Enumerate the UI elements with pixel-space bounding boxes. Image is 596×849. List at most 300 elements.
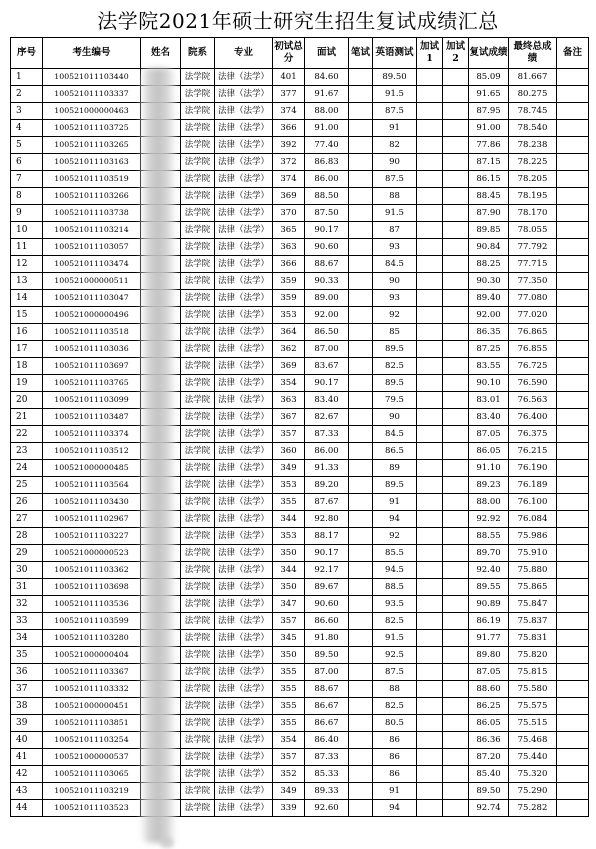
cell-retest-score: 87.20 xyxy=(469,749,509,766)
cell-interview: 86.00 xyxy=(305,171,349,188)
cell-prelim-total: 355 xyxy=(273,698,305,715)
cell-written xyxy=(349,732,373,749)
cell-major: 法律（法学） xyxy=(215,460,273,477)
cell-written xyxy=(349,443,373,460)
table-row xyxy=(11,715,589,732)
cell-final-score: 75.986 xyxy=(509,528,557,545)
cell-final-score: 77.715 xyxy=(509,256,557,273)
cell-department: 法学院 xyxy=(181,86,215,103)
cell-prelim-total: 353 xyxy=(273,477,305,494)
cell-department: 法学院 xyxy=(181,511,215,528)
table-row xyxy=(11,205,589,222)
cell-seq: 17 xyxy=(11,341,43,358)
cell-major: 法律（法学） xyxy=(215,409,273,426)
cell-prelim-total: 344 xyxy=(273,511,305,528)
cell-interview: 89.00 xyxy=(305,290,349,307)
cell-final-score: 80.275 xyxy=(509,86,557,103)
cell-extra-test-1 xyxy=(417,341,443,358)
cell-final-score: 75.910 xyxy=(509,545,557,562)
cell-seq: 12 xyxy=(11,256,43,273)
cell-retest-score: 77.86 xyxy=(469,137,509,154)
cell-prelim-total: 353 xyxy=(273,528,305,545)
cell-final-score: 75.847 xyxy=(509,596,557,613)
cell-extra-test-1 xyxy=(417,392,443,409)
cell-extra-test-2 xyxy=(443,171,469,188)
cell-extra-test-1 xyxy=(417,120,443,137)
cell-written xyxy=(349,426,373,443)
cell-major: 法律（法学） xyxy=(215,749,273,766)
table-row xyxy=(11,511,589,528)
cell-interview: 83.40 xyxy=(305,392,349,409)
cell-prelim-total: 365 xyxy=(273,222,305,239)
cell-candidate-id: 100521011103765 xyxy=(43,375,141,392)
cell-extra-test-2 xyxy=(443,460,469,477)
table-row xyxy=(11,494,589,511)
cell-remarks xyxy=(557,222,589,239)
cell-seq: 19 xyxy=(11,375,43,392)
cell-final-score: 75.290 xyxy=(509,783,557,800)
cell-candidate-id: 100521011103214 xyxy=(43,222,141,239)
cell-extra-test-2 xyxy=(443,205,469,222)
cell-seq: 34 xyxy=(11,630,43,647)
score-table xyxy=(10,37,589,817)
cell-prelim-total: 345 xyxy=(273,630,305,647)
cell-retest-score: 90.89 xyxy=(469,596,509,613)
cell-major: 法律（法学） xyxy=(215,290,273,307)
cell-final-score: 75.831 xyxy=(509,630,557,647)
cell-prelim-total: 372 xyxy=(273,154,305,171)
cell-seq: 42 xyxy=(11,766,43,783)
cell-retest-score: 86.36 xyxy=(469,732,509,749)
table-row xyxy=(11,800,589,817)
cell-english-test: 87.5 xyxy=(373,103,417,120)
cell-english-test: 87.5 xyxy=(373,664,417,681)
cell-final-score: 76.590 xyxy=(509,375,557,392)
cell-extra-test-2 xyxy=(443,239,469,256)
cell-seq: 13 xyxy=(11,273,43,290)
cell-english-test: 92 xyxy=(373,528,417,545)
cell-final-score: 77.080 xyxy=(509,290,557,307)
cell-written xyxy=(349,103,373,120)
cell-remarks xyxy=(557,426,589,443)
cell-extra-test-1 xyxy=(417,137,443,154)
cell-interview: 89.67 xyxy=(305,579,349,596)
cell-department: 法学院 xyxy=(181,664,215,681)
cell-remarks xyxy=(557,443,589,460)
cell-extra-test-2 xyxy=(443,273,469,290)
cell-interview: 87.50 xyxy=(305,205,349,222)
cell-department: 法学院 xyxy=(181,613,215,630)
cell-remarks xyxy=(557,154,589,171)
cell-interview: 86.83 xyxy=(305,154,349,171)
cell-english-test: 90 xyxy=(373,273,417,290)
cell-major: 法律（法学） xyxy=(215,69,273,86)
cell-prelim-total: 354 xyxy=(273,732,305,749)
cell-seq: 30 xyxy=(11,562,43,579)
cell-department: 法学院 xyxy=(181,698,215,715)
table-row xyxy=(11,273,589,290)
cell-retest-score: 90.10 xyxy=(469,375,509,392)
cell-prelim-total: 359 xyxy=(273,273,305,290)
cell-final-score: 78.170 xyxy=(509,205,557,222)
table-row xyxy=(11,766,589,783)
cell-candidate-id: 100521011103851 xyxy=(43,715,141,732)
cell-interview: 92.80 xyxy=(305,511,349,528)
cell-major: 法律（法学） xyxy=(215,120,273,137)
cell-extra-test-1 xyxy=(417,545,443,562)
cell-extra-test-2 xyxy=(443,256,469,273)
cell-candidate-id: 100521011103099 xyxy=(43,392,141,409)
cell-extra-test-2 xyxy=(443,545,469,562)
cell-major: 法律（法学） xyxy=(215,579,273,596)
cell-candidate-id: 100521011103738 xyxy=(43,205,141,222)
cell-final-score: 76.725 xyxy=(509,358,557,375)
cell-remarks xyxy=(557,766,589,783)
cell-interview: 92.00 xyxy=(305,307,349,324)
cell-prelim-total: 355 xyxy=(273,664,305,681)
cell-department: 法学院 xyxy=(181,579,215,596)
cell-extra-test-1 xyxy=(417,358,443,375)
cell-written xyxy=(349,256,373,273)
cell-prelim-total: 355 xyxy=(273,681,305,698)
cell-major: 法律（法学） xyxy=(215,613,273,630)
cell-department: 法学院 xyxy=(181,732,215,749)
cell-prelim-total: 357 xyxy=(273,749,305,766)
cell-extra-test-2 xyxy=(443,494,469,511)
cell-written xyxy=(349,630,373,647)
header-department: 院系 xyxy=(181,38,215,69)
cell-extra-test-1 xyxy=(417,766,443,783)
cell-final-score: 76.189 xyxy=(509,477,557,494)
cell-interview: 91.80 xyxy=(305,630,349,647)
document-title: 法学院2021年硕士研究生招生复试成绩汇总 xyxy=(97,9,499,33)
cell-prelim-total: 349 xyxy=(273,460,305,477)
cell-prelim-total: 357 xyxy=(273,613,305,630)
cell-major: 法律（法学） xyxy=(215,256,273,273)
cell-prelim-total: 349 xyxy=(273,783,305,800)
table-row xyxy=(11,188,589,205)
cell-retest-score: 89.23 xyxy=(469,477,509,494)
cell-remarks xyxy=(557,647,589,664)
cell-remarks xyxy=(557,698,589,715)
cell-extra-test-1 xyxy=(417,698,443,715)
cell-seq: 7 xyxy=(11,171,43,188)
cell-remarks xyxy=(557,800,589,817)
cell-written xyxy=(349,800,373,817)
cell-extra-test-1 xyxy=(417,222,443,239)
cell-remarks xyxy=(557,511,589,528)
cell-remarks xyxy=(557,256,589,273)
cell-remarks xyxy=(557,290,589,307)
cell-candidate-id: 100521000000511 xyxy=(43,273,141,290)
cell-major: 法律（法学） xyxy=(215,324,273,341)
cell-extra-test-1 xyxy=(417,613,443,630)
cell-major: 法律（法学） xyxy=(215,341,273,358)
cell-candidate-id: 100521011103430 xyxy=(43,494,141,511)
cell-extra-test-2 xyxy=(443,103,469,120)
cell-retest-score: 88.00 xyxy=(469,494,509,511)
cell-department: 法学院 xyxy=(181,749,215,766)
cell-extra-test-1 xyxy=(417,800,443,817)
cell-department: 法学院 xyxy=(181,205,215,222)
cell-extra-test-1 xyxy=(417,477,443,494)
cell-extra-test-1 xyxy=(417,171,443,188)
table-row xyxy=(11,290,589,307)
cell-candidate-id: 100521011103265 xyxy=(43,137,141,154)
cell-retest-score: 89.40 xyxy=(469,290,509,307)
cell-extra-test-1 xyxy=(417,375,443,392)
cell-remarks xyxy=(557,307,589,324)
cell-retest-score: 86.25 xyxy=(469,698,509,715)
header-remarks: 备注 xyxy=(557,38,589,69)
cell-extra-test-1 xyxy=(417,239,443,256)
cell-seq: 23 xyxy=(11,443,43,460)
cell-interview: 87.67 xyxy=(305,494,349,511)
cell-seq: 9 xyxy=(11,205,43,222)
cell-extra-test-2 xyxy=(443,511,469,528)
cell-written xyxy=(349,664,373,681)
cell-major: 法律（法学） xyxy=(215,664,273,681)
cell-extra-test-2 xyxy=(443,732,469,749)
table-row xyxy=(11,154,589,171)
cell-english-test: 91 xyxy=(373,783,417,800)
table-row xyxy=(11,256,589,273)
cell-final-score: 78.055 xyxy=(509,222,557,239)
cell-seq: 35 xyxy=(11,647,43,664)
cell-interview: 86.40 xyxy=(305,732,349,749)
table-header-row xyxy=(11,38,589,69)
cell-written xyxy=(349,392,373,409)
cell-retest-score: 92.74 xyxy=(469,800,509,817)
cell-remarks xyxy=(557,528,589,545)
cell-written xyxy=(349,477,373,494)
cell-english-test: 86 xyxy=(373,766,417,783)
cell-retest-score: 87.90 xyxy=(469,205,509,222)
cell-english-test: 82.5 xyxy=(373,698,417,715)
cell-seq: 5 xyxy=(11,137,43,154)
cell-final-score: 75.815 xyxy=(509,664,557,681)
cell-english-test: 86.5 xyxy=(373,443,417,460)
cell-retest-score: 87.95 xyxy=(469,103,509,120)
cell-english-test: 82 xyxy=(373,137,417,154)
cell-seq: 39 xyxy=(11,715,43,732)
cell-english-test: 94.5 xyxy=(373,562,417,579)
cell-interview: 77.40 xyxy=(305,137,349,154)
cell-major: 法律（法学） xyxy=(215,103,273,120)
cell-remarks xyxy=(557,120,589,137)
cell-extra-test-2 xyxy=(443,409,469,426)
table-row xyxy=(11,409,589,426)
cell-written xyxy=(349,460,373,477)
cell-english-test: 92 xyxy=(373,307,417,324)
cell-extra-test-2 xyxy=(443,307,469,324)
cell-interview: 91.33 xyxy=(305,460,349,477)
table-row xyxy=(11,664,589,681)
cell-written xyxy=(349,613,373,630)
cell-retest-score: 87.25 xyxy=(469,341,509,358)
cell-department: 法学院 xyxy=(181,273,215,290)
cell-retest-score: 88.25 xyxy=(469,256,509,273)
name-redaction-blur-tail xyxy=(160,838,174,848)
cell-prelim-total: 353 xyxy=(273,307,305,324)
cell-remarks xyxy=(557,681,589,698)
cell-department: 法学院 xyxy=(181,256,215,273)
cell-english-test: 80.5 xyxy=(373,715,417,732)
cell-final-score: 81.667 xyxy=(509,69,557,86)
cell-remarks xyxy=(557,103,589,120)
table-row xyxy=(11,239,589,256)
cell-written xyxy=(349,86,373,103)
cell-prelim-total: 344 xyxy=(273,562,305,579)
cell-english-test: 84.5 xyxy=(373,426,417,443)
cell-seq: 40 xyxy=(11,732,43,749)
cell-department: 法学院 xyxy=(181,324,215,341)
cell-major: 法律（法学） xyxy=(215,494,273,511)
cell-english-test: 86 xyxy=(373,732,417,749)
cell-extra-test-2 xyxy=(443,222,469,239)
header-prelim-total: 初试总分 xyxy=(273,38,305,69)
cell-interview: 90.17 xyxy=(305,545,349,562)
cell-extra-test-2 xyxy=(443,392,469,409)
cell-department: 法学院 xyxy=(181,426,215,443)
cell-department: 法学院 xyxy=(181,290,215,307)
cell-final-score: 75.440 xyxy=(509,749,557,766)
cell-interview: 90.60 xyxy=(305,239,349,256)
cell-prelim-total: 370 xyxy=(273,205,305,222)
table-row xyxy=(11,783,589,800)
cell-retest-score: 85.09 xyxy=(469,69,509,86)
cell-prelim-total: 367 xyxy=(273,409,305,426)
cell-extra-test-2 xyxy=(443,749,469,766)
cell-seq: 10 xyxy=(11,222,43,239)
cell-candidate-id: 100521011103036 xyxy=(43,341,141,358)
cell-extra-test-2 xyxy=(443,324,469,341)
cell-extra-test-2 xyxy=(443,69,469,86)
cell-prelim-total: 363 xyxy=(273,392,305,409)
cell-english-test: 89.50 xyxy=(373,69,417,86)
cell-prelim-total: 355 xyxy=(273,494,305,511)
cell-candidate-id: 100521000000496 xyxy=(43,307,141,324)
cell-english-test: 93 xyxy=(373,239,417,256)
cell-department: 法学院 xyxy=(181,562,215,579)
cell-candidate-id: 100521000000537 xyxy=(43,749,141,766)
cell-remarks xyxy=(557,613,589,630)
cell-final-score: 76.865 xyxy=(509,324,557,341)
cell-retest-score: 85.40 xyxy=(469,766,509,783)
cell-retest-score: 87.15 xyxy=(469,154,509,171)
cell-interview: 88.67 xyxy=(305,256,349,273)
cell-retest-score: 89.80 xyxy=(469,647,509,664)
cell-extra-test-2 xyxy=(443,613,469,630)
cell-english-test: 91.5 xyxy=(373,630,417,647)
cell-prelim-total: 355 xyxy=(273,715,305,732)
cell-candidate-id: 100521011103367 xyxy=(43,664,141,681)
cell-department: 法学院 xyxy=(181,766,215,783)
header-seq: 序号 xyxy=(11,38,43,69)
cell-remarks xyxy=(557,715,589,732)
cell-major: 法律（法学） xyxy=(215,528,273,545)
cell-department: 法学院 xyxy=(181,392,215,409)
cell-written xyxy=(349,222,373,239)
cell-written xyxy=(349,494,373,511)
cell-department: 法学院 xyxy=(181,630,215,647)
cell-candidate-id: 100521011103057 xyxy=(43,239,141,256)
cell-final-score: 75.575 xyxy=(509,698,557,715)
cell-written xyxy=(349,239,373,256)
cell-department: 法学院 xyxy=(181,409,215,426)
header-name: 姓名 xyxy=(141,38,181,69)
cell-prelim-total: 366 xyxy=(273,120,305,137)
cell-written xyxy=(349,171,373,188)
cell-extra-test-2 xyxy=(443,290,469,307)
cell-seq: 25 xyxy=(11,477,43,494)
cell-retest-score: 83.55 xyxy=(469,358,509,375)
cell-major: 法律（法学） xyxy=(215,137,273,154)
cell-major: 法律（法学） xyxy=(215,715,273,732)
cell-remarks xyxy=(557,171,589,188)
cell-department: 法学院 xyxy=(181,222,215,239)
cell-final-score: 75.515 xyxy=(509,715,557,732)
table-row xyxy=(11,137,589,154)
cell-prelim-total: 360 xyxy=(273,443,305,460)
cell-candidate-id: 100521011103254 xyxy=(43,732,141,749)
cell-department: 法学院 xyxy=(181,681,215,698)
cell-extra-test-2 xyxy=(443,528,469,545)
table-row xyxy=(11,681,589,698)
cell-final-score: 76.375 xyxy=(509,426,557,443)
cell-candidate-id: 100521011103219 xyxy=(43,783,141,800)
cell-department: 法学院 xyxy=(181,103,215,120)
cell-seq: 21 xyxy=(11,409,43,426)
cell-retest-score: 86.05 xyxy=(469,715,509,732)
cell-seq: 3 xyxy=(11,103,43,120)
cell-candidate-id: 100521011103280 xyxy=(43,630,141,647)
cell-candidate-id: 100521011103697 xyxy=(43,358,141,375)
cell-retest-score: 90.84 xyxy=(469,239,509,256)
cell-department: 法学院 xyxy=(181,460,215,477)
cell-interview: 82.67 xyxy=(305,409,349,426)
cell-remarks xyxy=(557,494,589,511)
cell-extra-test-2 xyxy=(443,477,469,494)
cell-major: 法律（法学） xyxy=(215,545,273,562)
cell-written xyxy=(349,341,373,358)
cell-extra-test-1 xyxy=(417,307,443,324)
cell-major: 法律（法学） xyxy=(215,783,273,800)
cell-candidate-id: 100521011103487 xyxy=(43,409,141,426)
cell-english-test: 91.5 xyxy=(373,86,417,103)
cell-remarks xyxy=(557,409,589,426)
table-row xyxy=(11,120,589,137)
cell-interview: 83.67 xyxy=(305,358,349,375)
cell-seq: 16 xyxy=(11,324,43,341)
cell-prelim-total: 374 xyxy=(273,171,305,188)
cell-candidate-id: 100521000000485 xyxy=(43,460,141,477)
cell-english-test: 79.5 xyxy=(373,392,417,409)
cell-seq: 32 xyxy=(11,596,43,613)
cell-interview: 89.33 xyxy=(305,783,349,800)
cell-extra-test-1 xyxy=(417,749,443,766)
cell-prelim-total: 377 xyxy=(273,86,305,103)
cell-remarks xyxy=(557,562,589,579)
cell-retest-score: 91.00 xyxy=(469,120,509,137)
cell-candidate-id: 100521011103047 xyxy=(43,290,141,307)
cell-extra-test-2 xyxy=(443,766,469,783)
cell-department: 法学院 xyxy=(181,545,215,562)
cell-interview: 90.17 xyxy=(305,375,349,392)
table-row xyxy=(11,698,589,715)
cell-english-test: 89.5 xyxy=(373,375,417,392)
cell-department: 法学院 xyxy=(181,239,215,256)
